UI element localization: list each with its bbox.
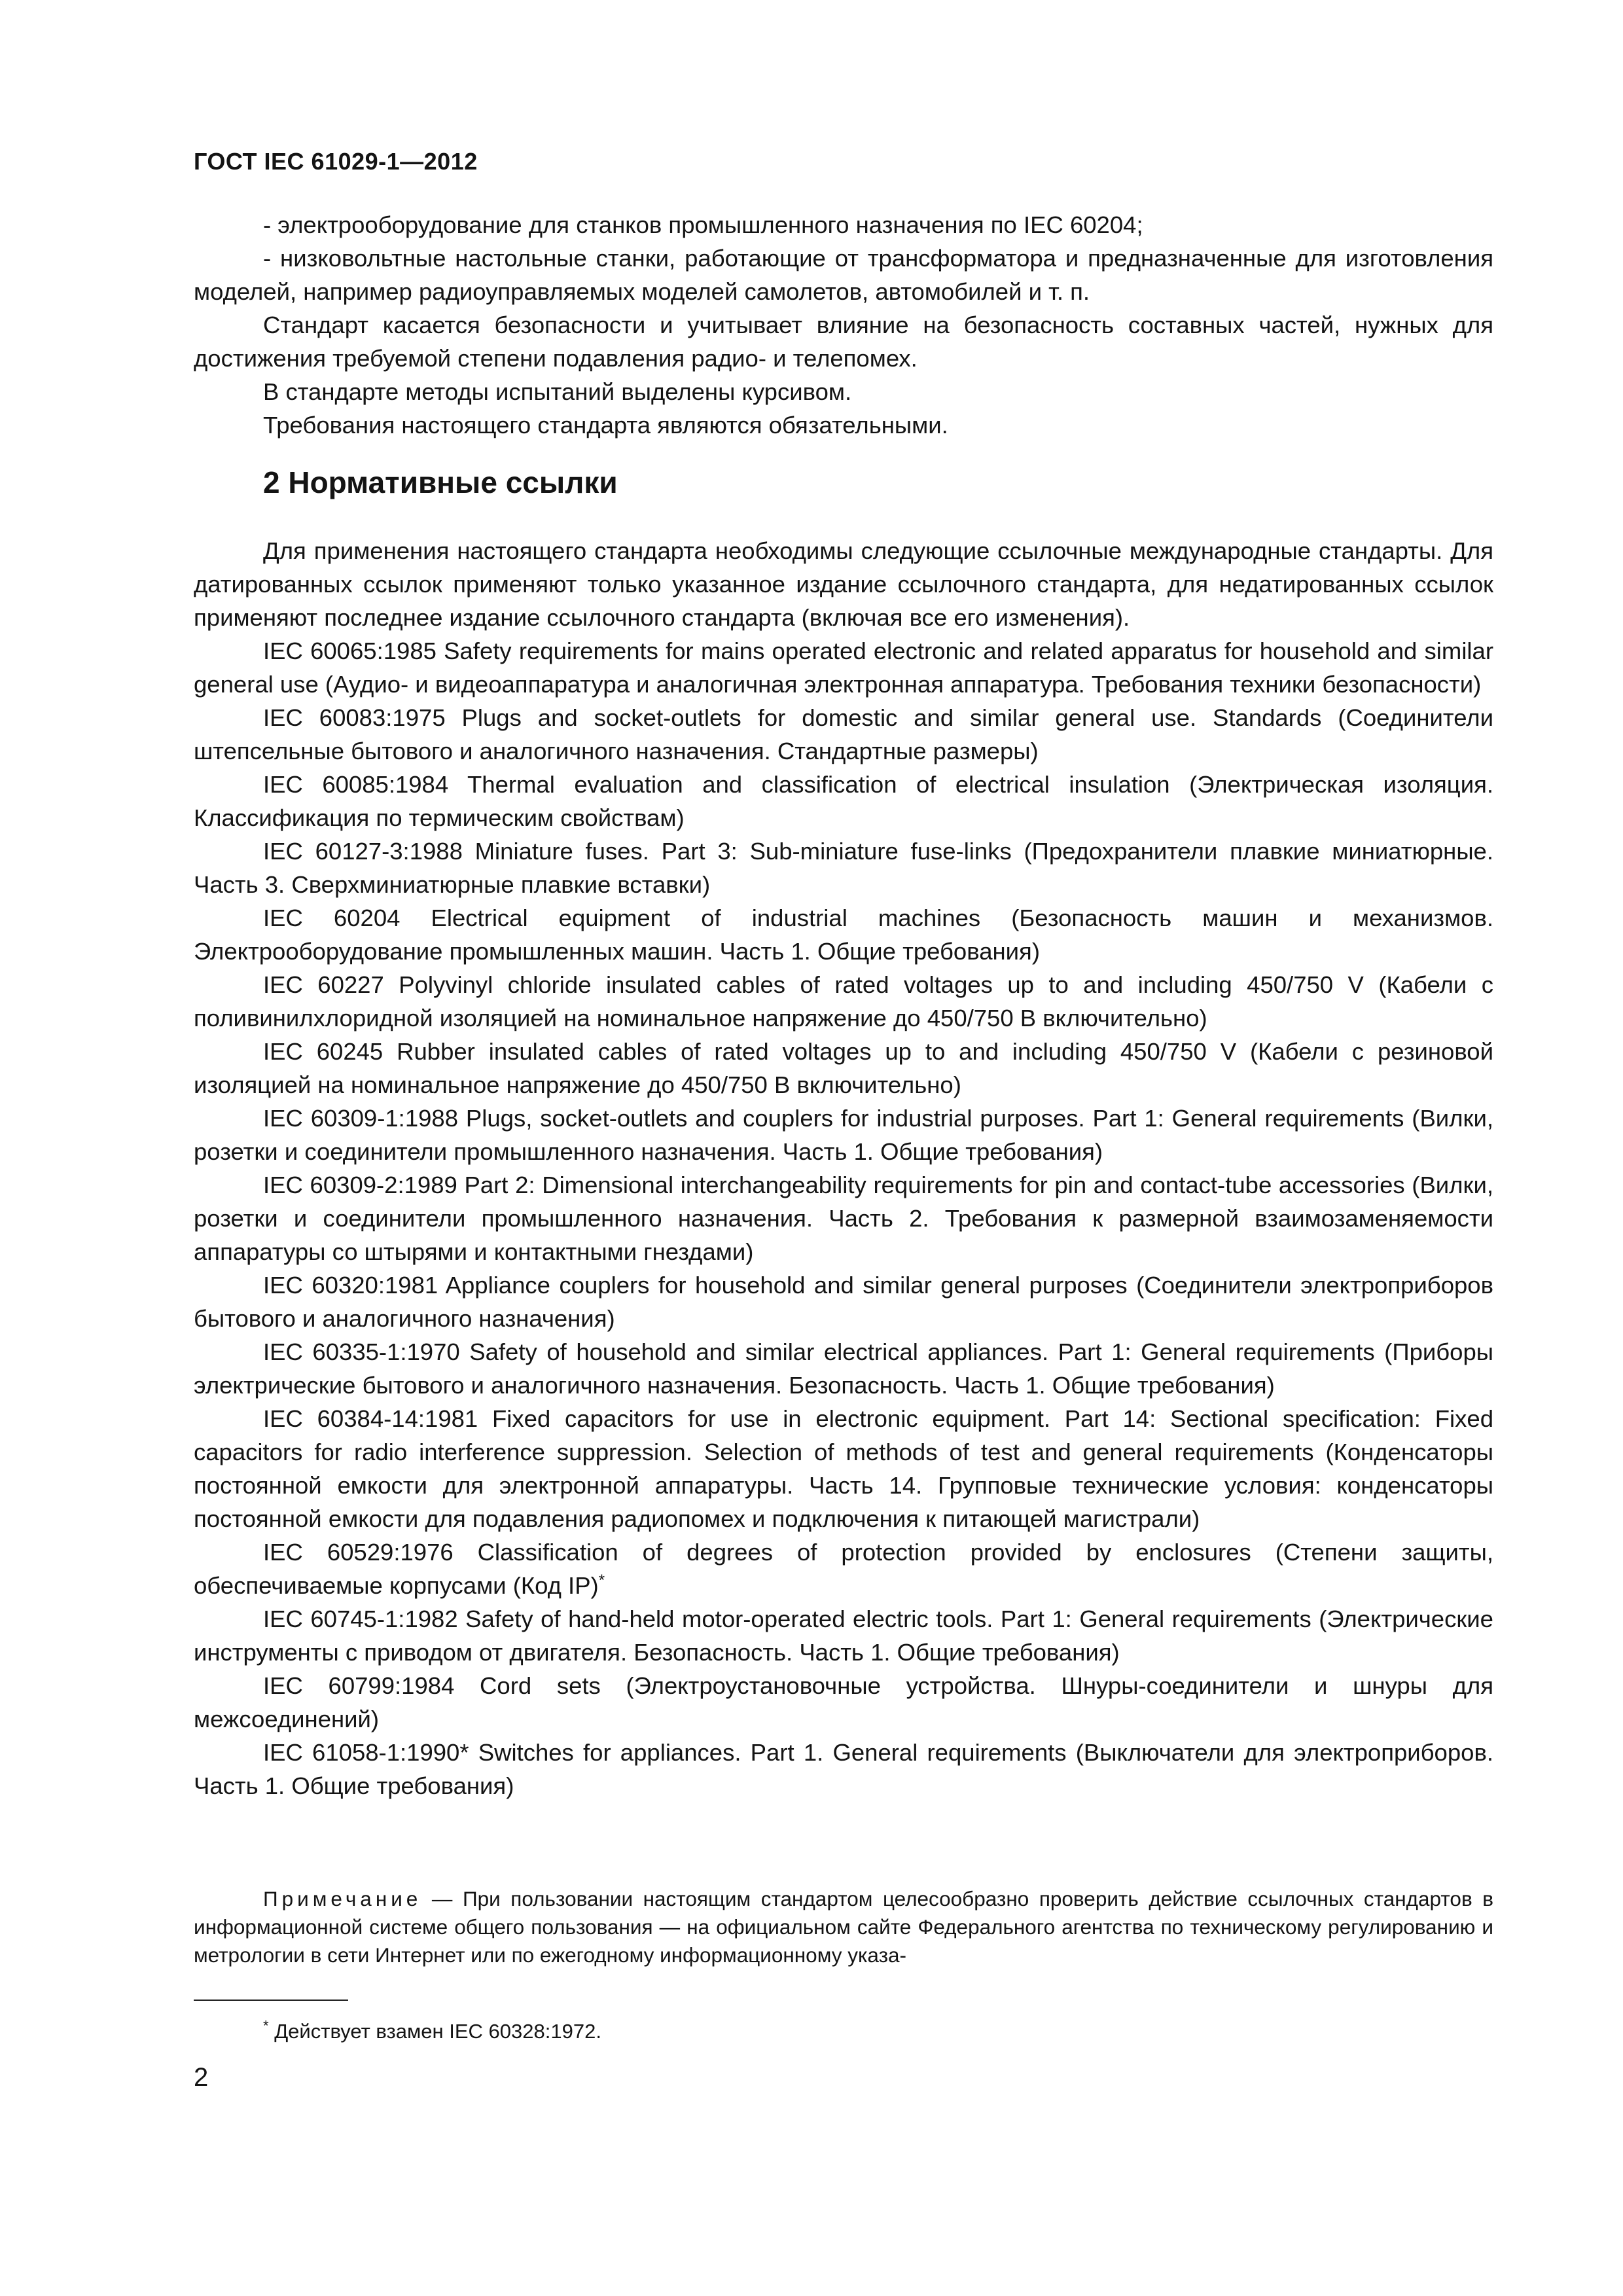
reference-item: IEC 60065:1985 Safety requirements for mains operated electronic and related apparatus for household and similar general use (Аудио- и видеоаппаратура и аналогичная электронная аппаратура. Требования техники безопасности) (194, 637, 1493, 698)
reference-item: IEC 60309-1:1988 Plugs, socket-outlets and couplers for industrial purposes. Part 1: General requirements (Вилки, розетки и соединители промышленного назначения. Часть 1. Общие требования) (194, 1105, 1493, 1165)
reference-item: IEC 60227 Polyvinyl chloride insulated cables of rated voltages up to and including 450/750 V (Кабели с поливинилхлоридной изоляцией на номинальное напряжение до 450/750 В включительно) (194, 971, 1493, 1031)
normative-references (194, 534, 1493, 1803)
footnote-marker: * (598, 1571, 605, 1589)
note-paragraph (194, 1885, 1493, 1969)
reference-text: IEC 60529:1976 Classification of degrees of protection provided by enclosures (Степени защиты, обеспечиваемые корпусами (Код IP) (194, 1539, 1493, 1599)
reference-item: IEC 60799:1984 Cord sets (Электроустановочные устройства. Шнуры-соединители и шнуры для межсоединений) (194, 1672, 1493, 1732)
document-header: ГОСТ IEC 61029-1—2012 (194, 148, 478, 175)
footnote-text: Действует взамен IEC 60328:1972. (274, 2020, 601, 2043)
page-number: 2 (194, 2063, 209, 2092)
note-label: Примечание (263, 1887, 422, 1910)
paragraph: - низковольтные настольные станки, работающие от трансформатора и предназначенные для изготовления моделей, например радиоуправляемых моделей самолетов, автомобилей и т. п. (194, 245, 1493, 305)
section-heading: 2 Нормативные ссылки (263, 465, 618, 499)
reference-item-with-footnote (194, 1535, 1493, 1602)
reference-item: IEC 60085:1984 Thermal evaluation and classification of electrical insulation (Электрическая изоляция. Классификация по термическим свойствам) (194, 771, 1493, 831)
reference-item: IEC 60335-1:1970 Safety of household and similar electrical appliances. Part 1: General requirements (Приборы электрические бытового и аналогичного назначения. Безопасность. Часть 1. Общие требования) (194, 1338, 1493, 1399)
reference-item: IEC 60245 Rubber insulated cables of rated voltages up to and including 450/750 V (Кабели с резиновой изоляцией на номинальное напряжение до 450/750 В включительно) (194, 1038, 1493, 1098)
footnote-marker: * (263, 2017, 269, 2034)
reference-item: IEC 60204 Electrical equipment of industrial machines (Безопасность машин и механизмов. Электрооборудование промышленных машин. Часть 1. Общие требования) (194, 905, 1493, 965)
reference-item: IEC 60127-3:1988 Miniature fuses. Part 3: Sub-miniature fuse-links (Предохранители плавкие миниатюрные. Часть 3. Сверхминиатюрные плавкие вставки) (194, 838, 1493, 898)
reference-item: IEC 60309-2:1989 Part 2: Dimensional interchangeability requirements for pin and contact-tube accessories (Вилки, розетки и соединители промышленного назначения. Часть 2. Требования к размерной взаимозаменяемости аппаратуры со штырями и контактными гнездами) (194, 1172, 1493, 1265)
note-block (194, 1885, 1493, 1969)
reference-item: IEC 61058-1:1990* Switches for appliances. Part 1. General requirements (Выключатели для электроприборов. Часть 1. Общие требования) (194, 1739, 1493, 1799)
intro-text (194, 208, 1493, 442)
footnote (263, 2018, 601, 2045)
reference-item: IEC 60384-14:1981 Fixed capacitors for use in electronic equipment. Part 14: Sectional specification: Fixed capacitors for radio interference suppression. Selection of methods of test and general requirements (Конденсаторы постоянной емкости для электронной аппаратуры. Часть 14. Групповые технические условия: конденсаторы постоянной емкости для подавления радиопомех и подключения к питающей магистрали) (194, 1405, 1493, 1532)
footnote-divider (194, 2000, 348, 2001)
paragraph: - электрооборудование для станков промышленного назначения по IEC 60204; (263, 211, 1143, 238)
reference-item: IEC 60320:1981 Appliance couplers for household and similar general purposes (Соединители электроприборов бытового и аналогичного назначения) (194, 1272, 1493, 1332)
reference-item: IEC 60745-1:1982 Safety of hand-held motor-operated electric tools. Part 1: General requirements (Электрические инструменты с приводом от двигателя. Безопасность. Часть 1. Общие требования) (194, 1605, 1493, 1666)
paragraph: Требования настоящего стандарта являются обязательными. (263, 412, 948, 439)
paragraph: Стандарт касается безопасности и учитывает влияние на безопасность составных частей, нужных для достижения требуемой степени подавления радио- и телепомех. (194, 312, 1493, 372)
lead-paragraph: Для применения настоящего стандарта необходимы следующие ссылочные международные стандарты. Для датированных ссылок применяют только указанное издание ссылочного стандарта, для недатированных ссылок применяют последнее издание ссылочного стандарта (включая все его изменения). (194, 537, 1493, 631)
reference-item: IEC 60083:1975 Plugs and socket-outlets for domestic and similar general use. Standards (Соединители штепсельные бытового и аналогичного назначения. Стандартные размеры) (194, 704, 1493, 764)
paragraph: В стандарте методы испытаний выделены курсивом. (263, 378, 852, 405)
note-text: — При пользовании настоящим стандартом целесообразно проверить действие ссылочных стандартов в информационной системе общего пользования — на официальном сайте Федерального агентства по техническому регулированию и метрологии в сети Интернет или по ежегодному информационному указа- (194, 1887, 1493, 1967)
